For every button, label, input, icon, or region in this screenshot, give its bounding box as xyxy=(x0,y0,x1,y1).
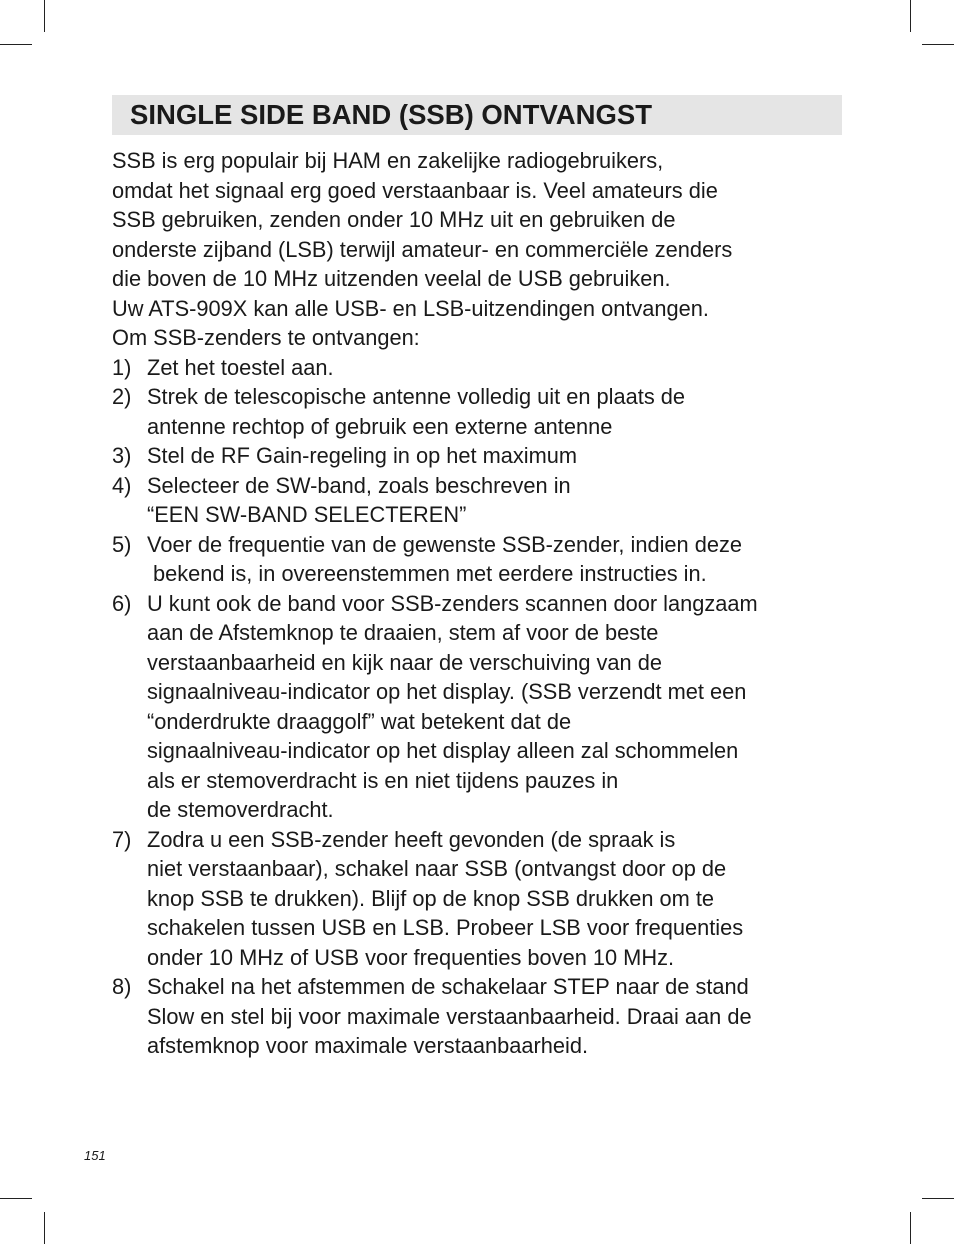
step-item xyxy=(112,972,852,1061)
step-number: 7) xyxy=(112,826,132,852)
step-line: “onderdrukte draaggolf” wat betekent dat de xyxy=(147,708,572,734)
step-number: 6) xyxy=(112,590,132,616)
step-line: bekend is, in overeenstemmen met eerdere instructies in. xyxy=(153,561,707,586)
crop-mark-top-right-horizontal xyxy=(922,44,954,45)
step-line: Schakel na het afstemmen de schakelaar STEP naar de stand xyxy=(147,974,749,999)
step-line: Voer de frequentie van de gewenste SSB-zender, indien deze xyxy=(147,531,742,557)
step-line: schakelen tussen USB en LSB. Probeer LSB voor frequenties xyxy=(147,915,744,940)
step-line: Slow en stel bij voor maximale verstaanbaarheid. Draai aan de xyxy=(147,1003,752,1029)
steps-list xyxy=(112,353,852,1061)
intro-line: die boven de 10 MHz uitzenden veelal de USB gebruiken. xyxy=(112,266,671,291)
crop-mark-bottom-left-horizontal xyxy=(0,1198,32,1199)
step-number: 1) xyxy=(112,354,132,380)
section-title-bar xyxy=(112,95,842,135)
step-line: antenne rechtop of gebruik een externe antenne xyxy=(147,413,613,439)
step-line: Zodra u een SSB-zender heeft gevonden (de spraak is xyxy=(147,826,676,852)
intro-line: onderste zijband (LSB) terwijl amateur- en commerciële zenders xyxy=(112,236,733,262)
step-line: Selecteer de SW-band, zoals beschreven in xyxy=(147,472,571,498)
body-text xyxy=(112,146,852,1061)
step-line: U kunt ook de band voor SSB-zenders scannen door langzaam xyxy=(147,590,758,616)
step-line: signaalniveau-indicator op het display. (SSB verzendt met een xyxy=(147,679,747,704)
intro-line: SSB gebruiken, zenden onder 10 MHz uit en gebruiken de xyxy=(112,207,676,232)
step-line: “EEN SW-BAND SELECTEREN” xyxy=(147,502,467,527)
step-item xyxy=(112,441,852,471)
crop-mark-bottom-right-horizontal xyxy=(922,1198,954,1199)
step-number: 5) xyxy=(112,531,132,557)
step-line: Strek de telescopische antenne volledig uit en plaats de xyxy=(147,384,686,409)
step-line: niet verstaanbaar), schakel naar SSB (ontvangst door op de xyxy=(147,856,727,881)
intro-paragraph xyxy=(112,146,852,353)
step-line: knop SSB te drukken). Blijf op de knop SSB drukken om te xyxy=(147,885,715,911)
step-number: 3) xyxy=(112,443,132,468)
crop-mark-top-left-horizontal xyxy=(0,44,32,45)
page-number: 151 xyxy=(84,1148,106,1163)
step-number: 4) xyxy=(112,472,132,498)
step-item xyxy=(112,530,852,589)
intro-line: omdat het signaal erg goed verstaanbaar is. Veel amateurs die xyxy=(112,177,718,203)
step-line: verstaanbaarheid en kijk naar de verschuiving van de xyxy=(147,649,662,675)
step-item xyxy=(112,471,852,530)
intro-line: SSB is erg populair bij HAM en zakelijke radiogebruikers, xyxy=(112,148,664,173)
step-number: 2) xyxy=(112,384,132,409)
step-line: afstemknop voor maximale verstaanbaarheid. xyxy=(147,1033,589,1058)
step-line: onder 10 MHz of USB voor frequenties boven 10 MHz. xyxy=(147,944,675,970)
step-number: 8) xyxy=(112,974,132,999)
crop-mark-bottom-right-vertical xyxy=(910,1212,911,1244)
step-line: aan de Afstemknop te draaien, stem af voor de beste xyxy=(147,620,659,645)
intro-line: Uw ATS-909X kan alle USB- en LSB-uitzendingen ontvangen. xyxy=(112,295,709,321)
step-line: Zet het toestel aan. xyxy=(147,354,334,380)
step-item xyxy=(112,382,852,441)
crop-mark-top-right-vertical xyxy=(910,0,911,32)
step-line: als er stemoverdracht is en niet tijdens pauzes in xyxy=(147,767,619,793)
step-item xyxy=(112,353,852,383)
step-line: Stel de RF Gain-regeling in op het maximum xyxy=(147,443,578,468)
crop-mark-bottom-left-vertical xyxy=(44,1212,45,1244)
step-item xyxy=(112,589,852,825)
section-title: SINGLE SIDE BAND (SSB) ONTVANGST xyxy=(130,99,653,130)
step-line: de stemoverdracht. xyxy=(147,797,334,822)
crop-mark-top-left-vertical xyxy=(44,0,45,32)
intro-line: Om SSB-zenders te ontvangen: xyxy=(112,325,420,350)
step-line: signaalniveau-indicator op het display alleen zal schommelen xyxy=(147,738,739,763)
step-item xyxy=(112,825,852,973)
